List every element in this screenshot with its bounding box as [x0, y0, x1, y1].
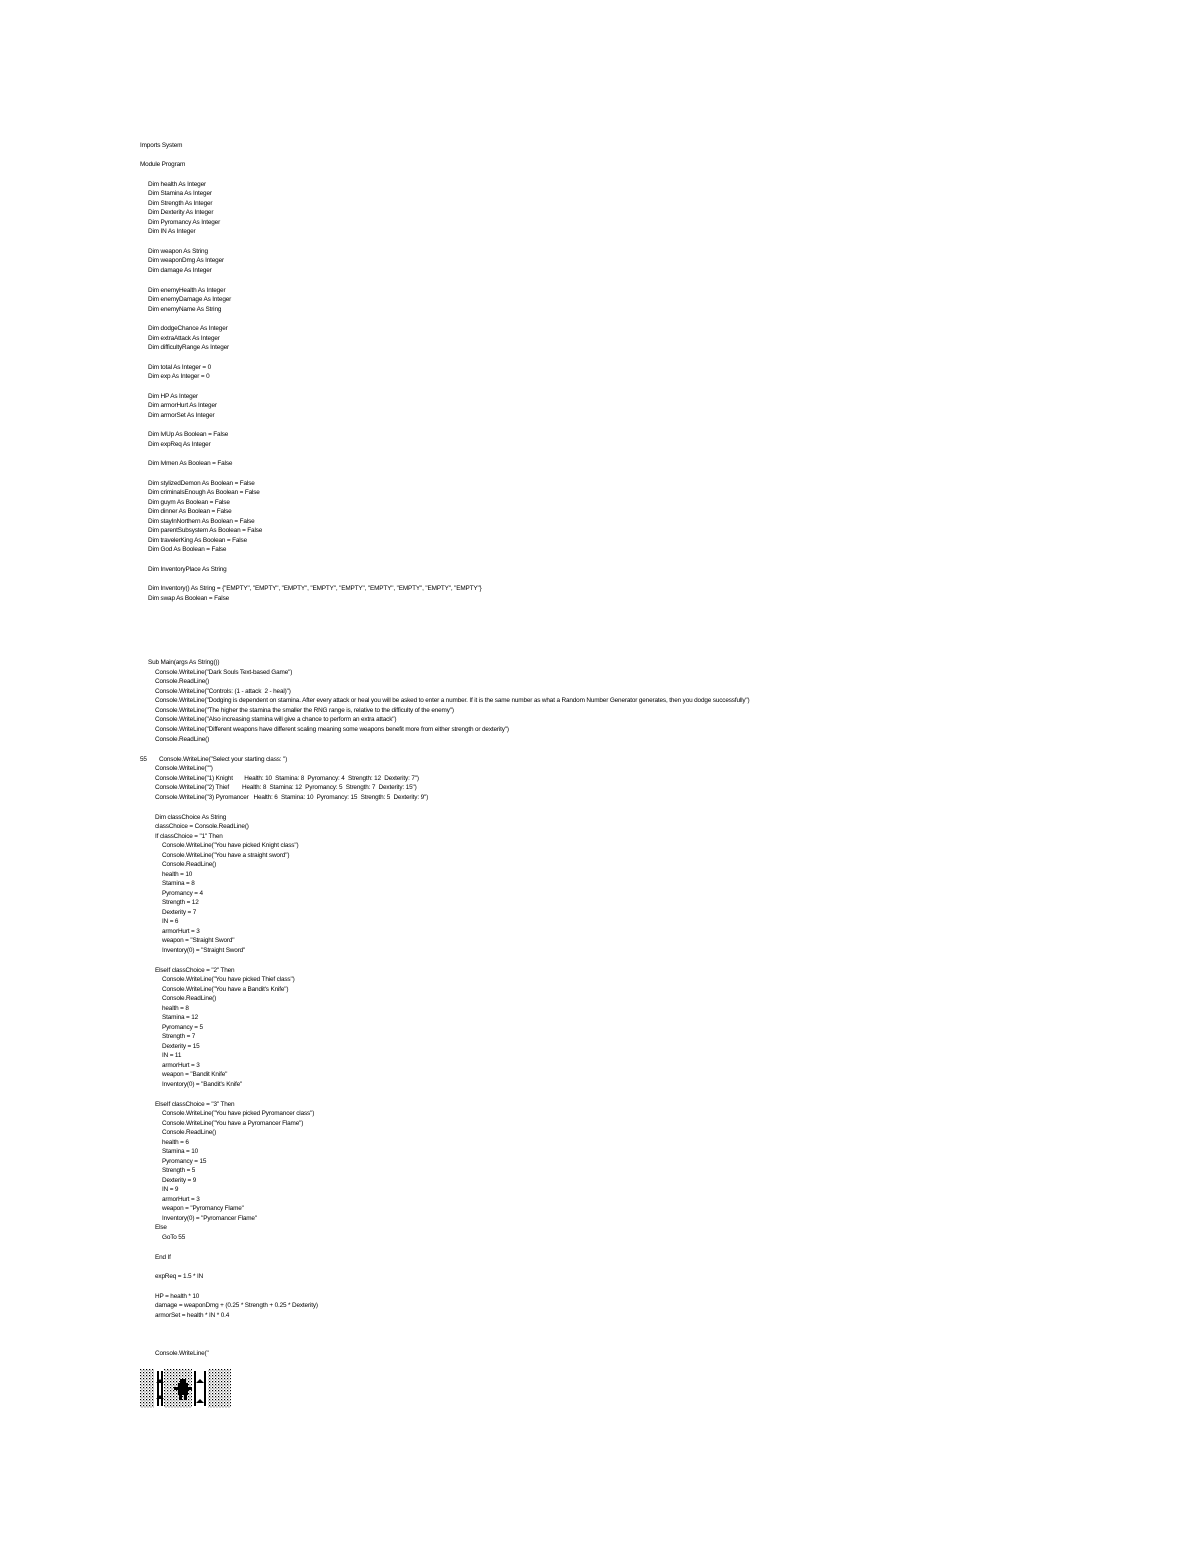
code-line: Dim extraAttack As Integer: [148, 335, 220, 342]
code-line: If classChoice = "1" Then: [155, 833, 223, 840]
code-line: weapon = "Pyromancy Flame": [162, 1205, 244, 1212]
code-line: Dim damage As Integer: [148, 267, 212, 274]
code-line: IN = 6: [162, 918, 179, 925]
code-line: Dim weaponDmg As Integer: [148, 257, 224, 264]
code-line: Console.WriteLine("1) Knight Health: 10 Stamina: 8 Pyromancy: 4 Strength: 12 Dexterity: 7"): [155, 775, 419, 782]
code-line: Console.WriteLine("3) Pyromancer Health: 6 Stamina: 10 Pyromancy: 15 Strength: 5 Dexterity: 9"): [155, 794, 429, 801]
code-line: Dim InventoryPlace As String: [148, 566, 227, 573]
code-line: Stamina = 10: [162, 1148, 199, 1155]
code-line: Dim dodgeChance As Integer: [148, 325, 228, 332]
code-line: Dim Pyromancy As Integer: [148, 219, 221, 226]
code-line: Pyromancy = 5: [162, 1024, 203, 1031]
code-line: Dim parentSubsystem As Boolean = False: [148, 527, 263, 534]
code-line: Dim classChoice As String: [155, 814, 227, 821]
code-line: Dexterity = 15: [162, 1043, 200, 1050]
code-line: Dim IN As Integer: [148, 228, 196, 235]
code-line: Console.ReadLine(): [155, 678, 210, 685]
code-line: Pyromancy = 4: [162, 890, 203, 897]
code-line: Dim stayInNorthern As Boolean = False: [148, 518, 255, 525]
code-line: Sub Main(args As String()): [148, 659, 220, 666]
code-line: Console.WriteLine(": [155, 1350, 209, 1357]
code-line: End If: [155, 1254, 171, 1261]
code-line: Dim God As Boolean = False: [148, 546, 227, 553]
code-line: Dim exp As Integer = 0: [148, 373, 210, 380]
code-line: Console.WriteLine("You have a Bandit's Knife"): [162, 986, 289, 993]
code-line: IN = 11: [162, 1052, 182, 1059]
code-line: Dim dinner As Boolean = False: [148, 508, 232, 515]
code-line: weapon = "Bandit Knife": [162, 1071, 228, 1078]
code-line: Console.WriteLine("Also increasing stamina will give a chance to perform an extra attack"): [155, 716, 397, 723]
code-line: Dim enemyName As String: [148, 306, 222, 313]
code-line: Dim enemyDamage As Integer: [148, 296, 232, 303]
code-line: HP = health * 10: [155, 1293, 200, 1300]
code-line: Dim Dexterity As Integer: [148, 209, 214, 216]
code-line: Console.WriteLine("You have a straight sword"): [162, 852, 290, 859]
code-line: Dexterity = 7: [162, 909, 197, 916]
code-line: Dim health As Integer: [148, 181, 206, 188]
code-line: Strength = 7: [162, 1033, 196, 1040]
code-line: health = 8: [162, 1005, 189, 1012]
code-line: Else: [155, 1224, 167, 1231]
code-line: classChoice = Console.ReadLine(): [155, 823, 249, 830]
code-line: Console.WriteLine("You have picked Knight class"): [162, 842, 299, 849]
code-line: Dim Stamina As Integer: [148, 190, 212, 197]
code-line: Dim Strength As Integer: [148, 200, 213, 207]
code-line: Console.ReadLine(): [162, 995, 217, 1002]
ascii-art-image: [140, 1369, 231, 1408]
code-line: Dim lvlUp As Boolean = False: [148, 431, 229, 438]
code-line: Dim travelerKing As Boolean = False: [148, 537, 248, 544]
code-line: Dim expReq As Integer: [148, 441, 211, 448]
code-line: health = 6: [162, 1139, 189, 1146]
code-line: Dim weapon As String: [148, 248, 208, 255]
code-line: Console.WriteLine("2) Thief Health: 8 Stamina: 12 Pyromancy: 5 Strength: 7 Dexterity: 15"): [155, 784, 417, 791]
code-line: Dim difficultyRange As Integer: [148, 344, 229, 351]
code-line: Console.ReadLine(): [162, 861, 217, 868]
code-line: Strength = 12: [162, 899, 199, 906]
code-line: 55: [140, 756, 147, 763]
code-line: armorHurt = 3: [162, 1062, 200, 1069]
code-line: Dexterity = 9: [162, 1177, 197, 1184]
code-line: Dim swap As Boolean = False: [148, 595, 230, 602]
code-line: Console.WriteLine("Controls: (1 - attack 2 - heal)"): [155, 688, 291, 695]
code-line: Console.WriteLine("Select your starting class: "): [159, 756, 288, 763]
code-line: Module Program: [140, 161, 186, 168]
code-line: Strength = 5: [162, 1167, 196, 1174]
code-line: Dim enemyHealth As Integer: [148, 287, 226, 294]
code-line: Console.WriteLine("You have picked Thief class"): [162, 976, 295, 983]
code-line: armorHurt = 3: [162, 1196, 200, 1203]
code-line: Console.WriteLine("Dark Souls Text-based Game"): [155, 669, 293, 676]
code-line: weapon = "Straight Sword": [162, 937, 235, 944]
code-line: GoTo 55: [162, 1234, 186, 1241]
code-line: Dim armorHurt As Integer: [148, 402, 217, 409]
code-line: Console.WriteLine("Dodging is dependent on stamina. After every attack or heal you will be asked to enter a number. If it is the same number as what a Random Number Generator generates, then you dodge successfully"): [155, 697, 750, 704]
code-line: Dim criminalsEnough As Boolean = False: [148, 489, 260, 496]
code-line: Dim HP As Integer: [148, 393, 198, 400]
code-line: Console.ReadLine(): [155, 736, 210, 743]
code-line: ElseIf classChoice = "3" Then: [155, 1101, 235, 1108]
code-line: Imports System: [140, 142, 183, 149]
code-line: Inventory(0) = "Bandit's Knife": [162, 1081, 243, 1088]
code-line: Inventory(0) = "Straight Sword": [162, 947, 246, 954]
code-line: Dim armorSet As Integer: [148, 412, 215, 419]
code-line: expReq = 1.5 * IN: [155, 1273, 204, 1280]
code-line: IN = 9: [162, 1186, 179, 1193]
code-line: Stamina = 12: [162, 1014, 199, 1021]
code-line: Inventory(0) = "Pyromancer Flame": [162, 1215, 257, 1222]
code-line: Console.ReadLine(): [162, 1129, 217, 1136]
code-line: Dim lvlmen As Boolean = False: [148, 460, 233, 467]
code-line: Dim Inventory() As String = {"EMPTY", "EMPTY", "EMPTY", "EMPTY", "EMPTY", "EMPTY", "EMPTY", "EMPTY", "EMPTY"}: [148, 585, 482, 592]
code-line: health = 10: [162, 871, 193, 878]
code-line: armorSet = health * IN * 0.4: [155, 1312, 230, 1319]
code-line: Stamina = 8: [162, 880, 195, 887]
code-line: Console.WriteLine("You have a Pyromancer Flame"): [162, 1120, 304, 1127]
code-line: Dim stylizedDemon As Boolean = False: [148, 480, 255, 487]
code-line: armorHurt = 3: [162, 928, 200, 935]
code-line: Dim guym As Boolean = False: [148, 499, 230, 506]
code-line: ElseIf classChoice = "2" Then: [155, 967, 235, 974]
code-line: Console.WriteLine("You have picked Pyromancer class"): [162, 1110, 315, 1117]
code-line: damage = weaponDmg + (0.25 * Strength + 0.25 * Dexterity): [155, 1302, 318, 1309]
code-line: Console.WriteLine("The higher the stamina the smaller the RNG range is, relative to the difficulty of the enemy"): [155, 707, 454, 714]
code-line: Dim total As Integer = 0: [148, 364, 212, 371]
code-line: Pyromancy = 15: [162, 1158, 207, 1165]
code-line: Console.WriteLine("Different weapons have different scaling meaning some weapons benefit more from either strength or dexterity"): [155, 726, 509, 733]
code-line: Console.WriteLine(""): [155, 765, 213, 772]
